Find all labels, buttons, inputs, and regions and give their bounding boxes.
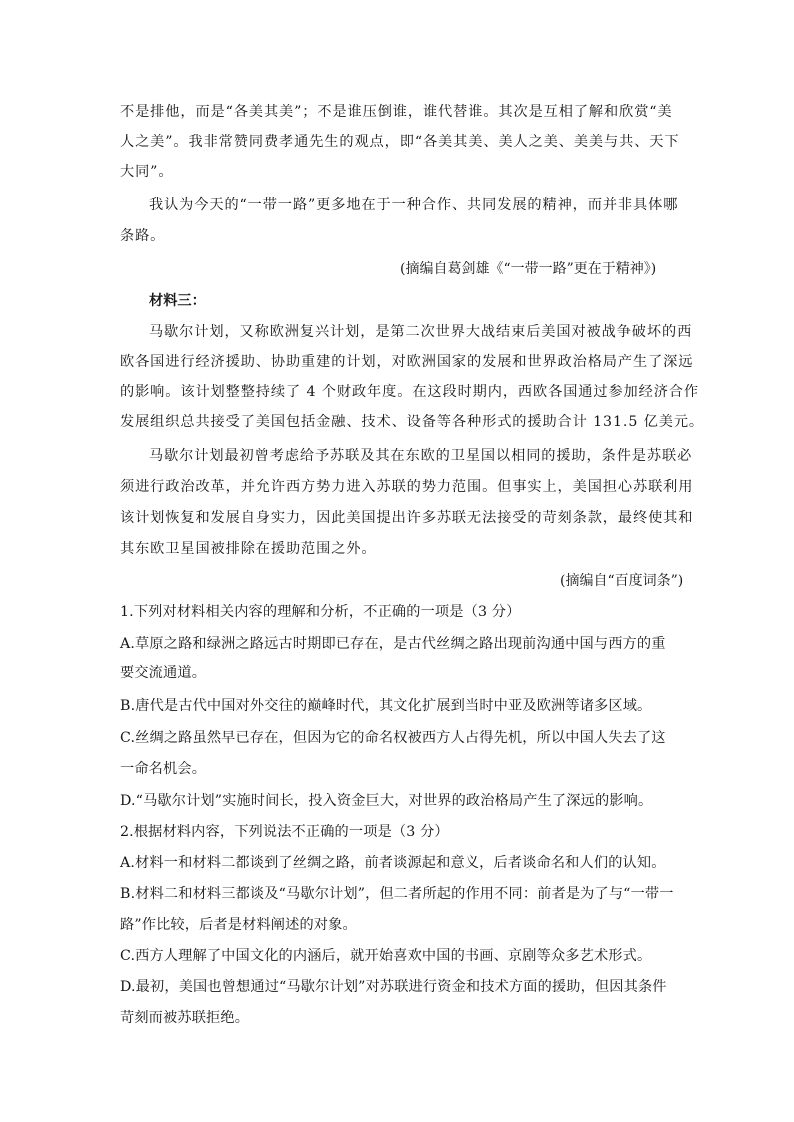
material-three-heading: 材料三： — [149, 293, 206, 309]
question-1-stem: 1.下列对材料相关内容的理解和分析，不正确的一项是（3 分） — [120, 604, 521, 620]
material-two-source: (摘编自葛剑雄《“一带一路”更在于精神》) — [400, 261, 657, 277]
question-2-stem: 2.根据材料内容，下列说法不正确的一项是（3 分） — [120, 824, 449, 840]
question-1-option-c-line-1: C.丝绸之路虽然早已存在，但因为它的命名权被西方人占得先机，所以中国人失去了这 — [120, 730, 666, 746]
material-two-line-5: 条路。 — [120, 228, 166, 244]
material-three-line-3: 的影响。该计划整整持续了 4 个财政年度。在这段时期内，西欧各国通过参加经济合作 — [120, 384, 699, 400]
material-three-line-2: 欧各国进行经济援助、协助重建的计划，对欧洲国家的发展和世界政治格局产生了深远 — [120, 354, 694, 370]
material-three-line-4: 发展组织总共接受了美国包括金融、技术、设备等各种形式的援助合计 131.5 亿美元。 — [120, 414, 705, 430]
question-1-option-c-line-2: 一命名机会。 — [120, 761, 207, 777]
question-2-option-a: A.材料一和材料二都谈到了丝绸之路，前者谈源起和意义，后者谈命名和人们的认知。 — [120, 855, 666, 871]
question-2-option-b-line-1: B.材料二和材料三都谈及“马歇尔计划”，但二者所起的作用不同：前者是为了与“一带一 — [120, 886, 674, 902]
material-two-line-1: 不是排他，而是“各美其美”；不是谁压倒谁，谁代替谁。其次是互相了解和欣赏“美 — [120, 104, 673, 120]
question-1-option-a-line-1: A.草原之路和绿洲之路远古时期即已存在，是古代丝绸之路出现前沟通中国与西方的重 — [120, 636, 666, 652]
material-three-line-8: 其东欧卫星国被排除在援助范围之外。 — [120, 541, 377, 557]
question-1-option-d: D.“马歇尔计划”实施时间长，投入资金巨大，对世界的政治格局产生了深远的影响。 — [120, 793, 653, 809]
material-three-source: (摘编自“百度词条”) — [560, 573, 684, 589]
material-two-line-4: 我认为今天的“一带一路”更多地在于一种合作、共同发展的精神，而并非具体哪 — [149, 197, 679, 213]
material-three-line-6: 须进行政治改革，并允许西方势力进入苏联的势力范围。但事实上，美国担心苏联利用 — [120, 479, 694, 495]
material-three-line-5: 马歇尔计划最初曾考虑给予苏联及其在东欧的卫星国以相同的援助，条件是苏联必 — [149, 448, 693, 464]
material-two-line-2: 人之美”。我非常赞同费孝通先生的观点，即“各美其美、美人之美、美美与共、天下 — [120, 134, 680, 150]
question-1-option-b: B.唐代是古代中国对外交往的巅峰时代，其文化扩展到当时中亚及欧洲等诸多区域。 — [120, 698, 652, 714]
question-2-option-d-line-1: D.最初，美国也曾想通过“马歇尔计划”对苏联进行资金和技术方面的援助，但因其条件 — [120, 979, 667, 995]
material-two-line-3: 大同”。 — [120, 164, 174, 180]
question-2-option-c: C.西方人理解了中国文化的内涵后，就开始喜欢中国的书画、京剧等众多艺术形式。 — [120, 948, 652, 964]
question-2-option-b-line-2: 路”作比较，后者是材料阐述的对象。 — [120, 917, 357, 933]
material-three-line-1: 马歇尔计划，又称欧洲复兴计划，是第二次世界大战结束后美国对被战争破坏的西 — [149, 324, 693, 340]
question-1-option-a-line-2: 要交流通道。 — [120, 665, 207, 681]
question-2-option-d-line-2: 苛刻而被苏联拒绝。 — [120, 1010, 250, 1026]
material-three-line-7: 该计划恢复和发展自身实力，因此美国提出许多苏联无法接受的苛刻条款，最终使其和 — [120, 510, 694, 526]
